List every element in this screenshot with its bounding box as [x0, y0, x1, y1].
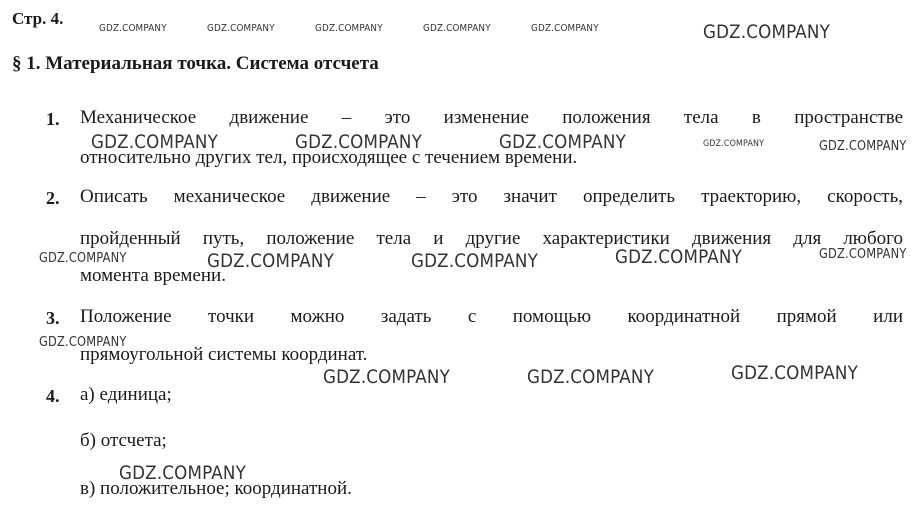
- watermark: GDZ.COMPANY: [39, 335, 127, 350]
- watermark: GDZ.COMPANY: [499, 131, 626, 153]
- item-line: Механическое движение – это изменение положения тела в пространстве: [80, 107, 903, 128]
- item-line: пройденный путь, положение тела и другие характеристики движения для любого: [80, 228, 903, 249]
- watermark: GDZ.COMPANY: [207, 250, 334, 272]
- watermark: GDZ.COMPANY: [531, 23, 599, 34]
- item-line: относительно других тел, происходящее с течением времени.: [80, 147, 578, 168]
- watermark: GDZ.COMPANY: [703, 21, 830, 43]
- item-line: прямоугольной системы координат.: [80, 344, 368, 365]
- watermark: GDZ.COMPANY: [315, 23, 383, 34]
- watermark: GDZ.COMPANY: [527, 366, 654, 388]
- watermark: GDZ.COMPANY: [39, 251, 127, 266]
- watermark: GDZ.COMPANY: [99, 23, 167, 34]
- watermark: GDZ.COMPANY: [819, 247, 907, 262]
- watermark: GDZ.COMPANY: [295, 131, 422, 153]
- watermark: GDZ.COMPANY: [615, 246, 742, 268]
- item-line: момента времени.: [80, 265, 226, 286]
- watermark: GDZ.COMPANY: [819, 139, 907, 154]
- section-title: § 1. Материальная точка. Система отсчета: [12, 53, 379, 74]
- item-line: а) единица;: [80, 384, 172, 405]
- watermark: GDZ.COMPANY: [91, 131, 218, 153]
- item-number: 4.: [46, 386, 60, 406]
- item-line: в) положительное; координатной.: [80, 478, 352, 499]
- watermark: GDZ.COMPANY: [119, 462, 246, 484]
- watermark: GDZ.COMPANY: [411, 250, 538, 272]
- watermark: GDZ.COMPANY: [423, 23, 491, 34]
- watermark: GDZ.COMPANY: [207, 23, 275, 34]
- item-number: 3.: [46, 308, 60, 328]
- item-number: 2.: [46, 188, 60, 208]
- watermark: GDZ.COMPANY: [323, 366, 450, 388]
- item-number: 1.: [46, 109, 60, 129]
- item-line: Положение точки можно задать с помощью координатной прямой или: [80, 306, 903, 327]
- item-line: Описать механическое движение – это значит определить траекторию, скорость,: [80, 186, 903, 207]
- item-line: б) отсчета;: [80, 430, 167, 451]
- watermark: GDZ.COMPANY: [731, 362, 858, 384]
- watermark: GDZ.COMPANY: [703, 139, 765, 149]
- page-label: Стр. 4.: [12, 9, 64, 28]
